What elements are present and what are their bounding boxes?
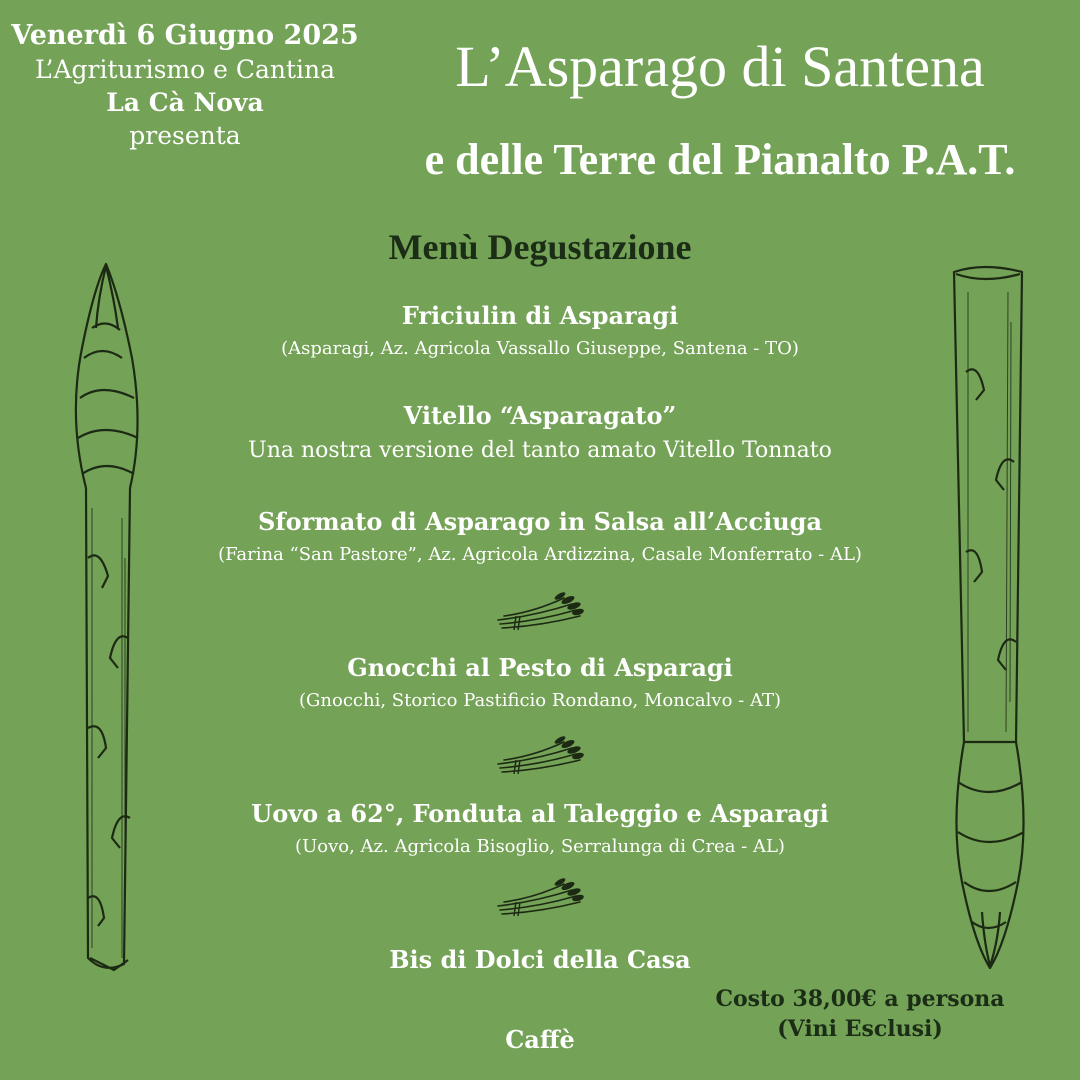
price-text: Costo 38,00€ a persona (715, 986, 1005, 1012)
dish-name: Friciulin di Asparagi (401, 301, 679, 330)
price-note: (Vini Esclusi) (777, 1015, 943, 1042)
dish-name: Gnocchi al Pesto di Asparagi (347, 653, 733, 682)
asparagus-bundle-icon (494, 734, 586, 778)
dish-name: Sformato di Asparago in Salsa all’Acciuga (258, 507, 822, 536)
dish-3 (170, 508, 910, 565)
dish-5 (170, 800, 910, 857)
presents-text: presenta (129, 121, 241, 150)
dish-note: (Asparagi, Az. Agricola Vassallo Giuseppe, Santena - TO) (281, 337, 799, 359)
venue-name: La Cà Nova (106, 88, 264, 117)
dish-4 (170, 654, 910, 711)
event-title: L’Asparago di Santena (455, 34, 985, 99)
dish-description: Una nostra versione del tanto amato Vitello Tonnato (248, 437, 832, 463)
dish-6 (170, 946, 910, 974)
asparagus-spear-icon (62, 258, 152, 974)
dish-1 (170, 302, 910, 359)
venue-intro: L’Agriturismo e Cantina (34, 55, 336, 84)
event-date: Venerdì 6 Giugno 2025 (11, 20, 359, 51)
menu-title: Menù Degustazione (388, 227, 692, 267)
asparagus-bundle-icon (494, 876, 586, 920)
dish-name: Vitello “Asparagato” (403, 401, 677, 430)
asparagus-spear-icon (944, 262, 1036, 974)
price-block (690, 985, 1030, 1044)
event-subtitle: e delle Terre del Pianalto P.A.T. (424, 135, 1016, 184)
dish-name: Uovo a 62°, Fonduta al Taleggio e Asparagi (251, 799, 829, 828)
dish-note: (Farina “San Pastore”, Az. Agricola Ardizzina, Casale Monferrato - AL) (218, 543, 862, 565)
dish-name: Bis di Dolci della Casa (389, 945, 691, 974)
event-header (10, 22, 360, 156)
dish-note: (Uovo, Az. Agricola Bisoglio, Serralunga di Crea - AL) (295, 835, 785, 857)
asparagus-bundle-icon (494, 590, 586, 634)
dish-note: (Gnocchi, Storico Pastificio Rondano, Moncalvo - AT) (299, 689, 781, 711)
dish-2 (170, 402, 910, 464)
dish-name: Caffè (505, 1025, 575, 1054)
